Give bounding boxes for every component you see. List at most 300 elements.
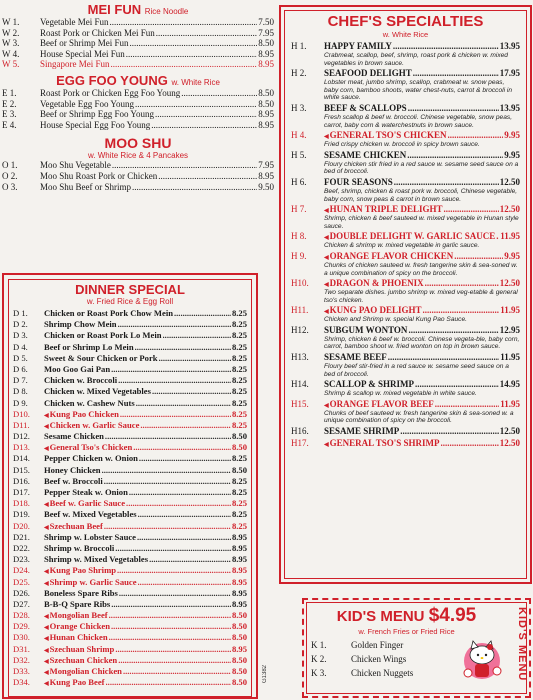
menu-item-row bbox=[291, 325, 520, 336]
item-name: Moo Shu Roast Pork or Chicken bbox=[40, 170, 158, 181]
menu-item bbox=[13, 565, 247, 576]
menu-item-row bbox=[2, 38, 274, 49]
item-code: O 3. bbox=[2, 181, 18, 192]
item-price: 14.95 bbox=[499, 379, 520, 390]
menu-item-row bbox=[291, 251, 520, 262]
item-name: Kung Pao Shrimp bbox=[49, 565, 117, 576]
menu-item bbox=[13, 577, 247, 588]
menu-item-row bbox=[13, 353, 247, 364]
menu-item-row bbox=[13, 465, 247, 476]
menu-item-row bbox=[13, 498, 247, 509]
hot-spicy-icon: ◀ bbox=[44, 625, 49, 632]
dot-leader bbox=[174, 308, 231, 319]
item-code: W 1. bbox=[2, 17, 20, 27]
item-price: 13.95 bbox=[499, 41, 520, 51]
item-name: Beef w. Garlic Sauce bbox=[49, 498, 126, 509]
dot-leader bbox=[422, 305, 499, 316]
item-price: 8.25 bbox=[231, 386, 247, 397]
menu-item bbox=[13, 554, 247, 565]
item-name: Chicken Wings bbox=[351, 654, 407, 664]
item-price: 8.25 bbox=[231, 475, 247, 486]
menu-item bbox=[13, 498, 247, 509]
item-code: D11. bbox=[13, 419, 30, 430]
item-code: H16. bbox=[291, 426, 309, 437]
item-price: 8.25 bbox=[231, 408, 247, 419]
menu-item-row bbox=[13, 476, 247, 487]
egg-foo-young-list bbox=[2, 88, 274, 130]
dot-leader bbox=[111, 59, 258, 70]
dot-leader bbox=[158, 171, 257, 182]
menu-item-row bbox=[13, 599, 247, 610]
menu-item-row bbox=[13, 644, 247, 655]
item-name: Shrimp w. Mixed Vegetables bbox=[44, 554, 149, 565]
menu-item-row bbox=[291, 177, 520, 188]
item-name: ORANGE FLAVOR CHICKEN bbox=[329, 250, 454, 261]
dot-leader bbox=[109, 632, 231, 643]
item-name: Chicken w. Cashew Nuts bbox=[44, 397, 135, 408]
item-code: D12. bbox=[13, 431, 30, 442]
menu-item bbox=[13, 509, 247, 520]
item-code: H15. bbox=[291, 398, 309, 409]
menu-item-row bbox=[291, 150, 520, 161]
hot-spicy-icon: ◀ bbox=[44, 670, 49, 676]
item-name: SUBGUM WONTON bbox=[324, 324, 408, 335]
hot-spicy-icon: ◀ bbox=[324, 208, 329, 215]
item-name: Hunan Chicken bbox=[49, 632, 108, 643]
item-price: 8.95 bbox=[231, 542, 247, 553]
item-name: Shrimp w. Lobster Sauce bbox=[44, 531, 136, 542]
menu-item bbox=[291, 204, 520, 230]
mei-fun-list bbox=[2, 17, 274, 70]
item-code: D24. bbox=[13, 565, 30, 576]
item-price: 8.25 bbox=[231, 363, 247, 374]
dot-leader bbox=[435, 399, 499, 410]
item-price: 8.25 bbox=[231, 453, 247, 464]
item-name: Shrimp w. Garlic Sauce bbox=[49, 576, 137, 587]
dot-leader bbox=[111, 599, 231, 610]
hot-spicy-icon: ◀ bbox=[44, 412, 49, 419]
item-price: 8.95 bbox=[231, 598, 247, 609]
menu-item bbox=[13, 398, 247, 409]
menu-item-row bbox=[291, 231, 520, 242]
dot-leader bbox=[393, 41, 499, 52]
item-name: HUNAN TRIPLE DELIGHT bbox=[329, 204, 443, 215]
menu-item-row bbox=[13, 677, 247, 688]
item-code: D26. bbox=[13, 587, 30, 598]
menu-item-row bbox=[291, 130, 520, 141]
item-code: D10. bbox=[13, 408, 30, 419]
menu-item bbox=[13, 621, 247, 632]
dot-leader bbox=[138, 577, 231, 588]
menu-item bbox=[13, 588, 247, 599]
item-code: D27. bbox=[13, 598, 30, 609]
item-name: Kung Pao Beef bbox=[49, 677, 105, 688]
menu-item-row bbox=[291, 305, 520, 316]
dot-leader bbox=[126, 49, 258, 60]
dot-leader bbox=[133, 442, 231, 453]
item-code: H11. bbox=[291, 305, 309, 316]
dot-leader bbox=[118, 375, 231, 386]
item-name: ORANGE FLAVOR BEEF bbox=[329, 398, 434, 409]
item-name: Roast Pork or Chicken Egg Foo Young bbox=[40, 87, 181, 98]
item-name: Chicken w. Garlic Sauce bbox=[49, 419, 140, 430]
section-title: MEI FUN bbox=[87, 2, 142, 17]
dinner-special-list bbox=[13, 308, 247, 688]
menu-item-row bbox=[13, 521, 247, 532]
menu-item bbox=[13, 644, 247, 655]
item-code: W 2. bbox=[2, 27, 20, 38]
item-name: Sesame Chicken bbox=[44, 431, 104, 442]
item-name: Beef w. Broccoli bbox=[44, 475, 103, 486]
menu-item-row bbox=[2, 17, 274, 28]
dot-leader bbox=[119, 588, 231, 599]
menu-item bbox=[291, 379, 520, 398]
menu-item bbox=[2, 182, 274, 193]
item-price: 8.25 bbox=[231, 487, 247, 497]
item-price: 11.95 bbox=[500, 398, 520, 409]
item-price: 9.95 bbox=[504, 149, 520, 160]
item-code: D 1. bbox=[13, 308, 28, 318]
item-code: D33. bbox=[13, 666, 30, 676]
item-price: 7.50 bbox=[258, 17, 274, 27]
menu-item-row bbox=[13, 398, 247, 409]
item-name: BEEF & SCALLOPS bbox=[324, 102, 407, 113]
dot-leader bbox=[135, 99, 257, 110]
item-code: H 9. bbox=[291, 250, 307, 261]
item-code: D30. bbox=[13, 632, 30, 643]
item-price: 11.95 bbox=[500, 352, 520, 363]
dot-leader bbox=[159, 353, 231, 364]
hot-spicy-icon: ◀ bbox=[44, 658, 49, 665]
hot-spicy-icon: ◀ bbox=[324, 282, 329, 289]
item-price: 8.50 bbox=[258, 87, 274, 98]
dot-leader bbox=[118, 655, 231, 666]
moo-shu-list bbox=[2, 160, 274, 192]
chefs-specialties-box bbox=[279, 5, 532, 584]
dot-leader bbox=[151, 120, 257, 131]
section-subtitle: Rice Noodle bbox=[144, 7, 189, 16]
item-name: Boneless Spare Ribs bbox=[44, 587, 118, 598]
item-code: H 4. bbox=[291, 130, 307, 141]
dot-leader bbox=[163, 330, 231, 341]
item-price: 8.95 bbox=[231, 565, 247, 576]
item-code: D 7. bbox=[13, 375, 28, 386]
item-price: 8.25 bbox=[231, 319, 247, 330]
item-price: 8.50 bbox=[258, 38, 274, 49]
section-title: KID'S MENU bbox=[336, 608, 425, 625]
item-name: Moo Shu Beef or Shrimp bbox=[40, 181, 131, 192]
item-code: H14. bbox=[291, 379, 309, 390]
item-name: Vegetable Mei Fun bbox=[40, 17, 109, 27]
item-price: 8.50 bbox=[231, 632, 247, 643]
dot-leader bbox=[102, 465, 231, 476]
menu-item-row bbox=[2, 59, 274, 70]
menu-item bbox=[13, 442, 247, 453]
item-price: 8.25 bbox=[231, 498, 247, 509]
dot-leader bbox=[111, 364, 231, 375]
menu-item bbox=[13, 420, 247, 431]
item-code: D 9. bbox=[13, 397, 28, 408]
item-price: 8.95 bbox=[231, 576, 247, 587]
menu-item-row bbox=[2, 49, 274, 60]
item-description: Shrimp & scallop w. mixed vegetable in white sauce. bbox=[324, 390, 477, 398]
item-description: Fried crispy chicken w. broccoli in spicy brown sauce. bbox=[324, 141, 480, 149]
menu-item bbox=[13, 453, 247, 464]
menu-item-row bbox=[291, 103, 520, 114]
item-code: D 4. bbox=[13, 341, 28, 352]
dot-leader bbox=[129, 487, 231, 498]
item-code: H 7. bbox=[291, 204, 307, 215]
item-name: DRAGON & PHOENIX bbox=[329, 278, 424, 289]
item-code: D25. bbox=[13, 576, 30, 587]
item-description: Fresh scallop & beef w. broccoli. Chinese vegetable, snow peas, carrot, baby corn & waterchestnuts in brown sauce. bbox=[324, 113, 513, 129]
menu-item bbox=[13, 364, 247, 375]
item-price: 8.25 bbox=[231, 352, 247, 363]
menu-item bbox=[13, 677, 247, 688]
hot-spicy-icon: ◀ bbox=[44, 569, 49, 576]
dot-leader bbox=[181, 88, 257, 99]
menu-item bbox=[291, 251, 520, 277]
item-price: 8.95 bbox=[231, 587, 247, 598]
item-price: 8.50 bbox=[231, 442, 247, 453]
item-name: Shrimp Chow Mein bbox=[44, 319, 117, 330]
item-price: 8.50 bbox=[231, 610, 247, 621]
menu-item-row bbox=[2, 88, 274, 99]
dot-leader bbox=[152, 386, 231, 397]
menu-item-row bbox=[13, 487, 247, 498]
menu-item bbox=[291, 426, 520, 437]
item-code: D34. bbox=[13, 677, 30, 688]
menu-item-row bbox=[2, 99, 274, 110]
item-code: D 3. bbox=[13, 330, 28, 341]
item-code: E 4. bbox=[2, 119, 17, 130]
item-price: 8.25 bbox=[231, 419, 247, 430]
item-name: Honey Chicken bbox=[44, 464, 101, 475]
item-name: Roast Pork or Chicken Mei Fun bbox=[40, 27, 155, 38]
item-name: House Special Egg Foo Young bbox=[40, 119, 151, 130]
dot-leader bbox=[415, 379, 499, 390]
menu-item-row bbox=[13, 655, 247, 666]
menu-item-row bbox=[13, 666, 247, 677]
menu-item-row bbox=[13, 610, 247, 621]
menu-item-row bbox=[13, 364, 247, 375]
dot-leader bbox=[448, 130, 504, 141]
menu-item-row bbox=[13, 453, 247, 464]
item-name: Szechuan Beef bbox=[49, 520, 103, 531]
item-price: 8.95 bbox=[231, 554, 247, 565]
item-price: 12.50 bbox=[499, 176, 520, 187]
item-name: HAPPY FAMILY bbox=[324, 41, 392, 51]
menu-item-row bbox=[13, 532, 247, 543]
section-subtitle: w. Fried Rice & Egg Roll bbox=[86, 297, 174, 306]
item-code: H12. bbox=[291, 324, 309, 335]
section-subtitle: w. French Fries or Fried Rice bbox=[358, 627, 455, 636]
dot-leader bbox=[109, 17, 257, 28]
item-code: D18. bbox=[13, 498, 30, 509]
menu-item bbox=[13, 409, 247, 420]
menu-item bbox=[13, 386, 247, 397]
hot-spicy-icon: ◀ bbox=[44, 446, 49, 453]
dot-leader bbox=[104, 521, 231, 532]
item-price: 8.95 bbox=[258, 109, 274, 120]
menu-item bbox=[13, 543, 247, 554]
hot-spicy-icon: ◀ bbox=[324, 402, 329, 409]
dot-leader bbox=[112, 160, 257, 171]
menu-item bbox=[13, 319, 247, 330]
menu-item-row bbox=[2, 171, 274, 182]
item-name: GENERAL TSO'S SHRIMP bbox=[329, 438, 440, 449]
item-description: Floury chicken stir fried in a red sauce w. sesame seed sauce on a bed of broccoli. bbox=[324, 160, 519, 176]
menu-item-row bbox=[13, 577, 247, 588]
menu-item bbox=[13, 599, 247, 610]
item-name: Beef or Shrimp Lo Mein bbox=[44, 341, 134, 352]
menu-item bbox=[291, 68, 520, 102]
item-price: 12.95 bbox=[499, 324, 520, 335]
hot-spicy-icon: ◀ bbox=[44, 636, 49, 643]
menu-item-row bbox=[13, 543, 247, 554]
dot-leader bbox=[117, 565, 231, 576]
item-price: 8.25 bbox=[231, 308, 247, 318]
menu-item-row bbox=[291, 379, 520, 390]
menu-item-row bbox=[291, 399, 520, 410]
item-name: Chicken Nuggets bbox=[351, 668, 414, 678]
item-name: B-B-Q Spare Ribs bbox=[44, 598, 111, 609]
dot-leader bbox=[394, 177, 499, 188]
item-code: D13. bbox=[13, 442, 30, 453]
mei-fun-header bbox=[2, 2, 274, 17]
item-description: Shrimp, chicken & beef w. broccoli. Chinese vegeta-ble, baby corn, carrot, bamboo shoot w. fried wonton on top in brown sauce. bbox=[324, 335, 520, 351]
menu-item bbox=[2, 171, 274, 182]
item-code: H 6. bbox=[291, 176, 307, 187]
menu-item-row bbox=[291, 278, 520, 289]
menu-item-row bbox=[13, 386, 247, 397]
item-price: 8.25 bbox=[231, 397, 247, 408]
item-name: SESAME SHRIMP bbox=[324, 426, 400, 437]
dot-leader bbox=[115, 644, 231, 655]
dot-leader bbox=[140, 420, 231, 431]
menu-item-row bbox=[13, 509, 247, 520]
item-name: SCALLOP & SHRIMP bbox=[324, 379, 415, 390]
dot-leader bbox=[123, 666, 231, 677]
item-price: 11.95 bbox=[500, 231, 520, 242]
moo-shu-subtitle: w. White Rice & 4 Pancakes bbox=[87, 151, 189, 161]
menu-item-row bbox=[13, 431, 247, 442]
menu-item-row bbox=[291, 426, 520, 437]
section-title: CHEF'S SPECIALTIES bbox=[327, 13, 484, 30]
dot-leader bbox=[443, 204, 498, 215]
menu-item-row bbox=[2, 160, 274, 171]
item-name: House Special Mei Fun bbox=[40, 48, 125, 59]
menu-item bbox=[291, 231, 520, 250]
item-name: SESAME CHICKEN bbox=[324, 149, 407, 160]
menu-item bbox=[13, 342, 247, 353]
item-price: 8.25 bbox=[231, 509, 247, 520]
item-price: 8.50 bbox=[231, 677, 247, 688]
menu-item bbox=[291, 103, 520, 129]
dinner-special-box bbox=[2, 273, 258, 699]
menu-item bbox=[2, 59, 274, 70]
dot-leader bbox=[156, 28, 258, 39]
dot-leader bbox=[132, 182, 257, 193]
item-price: 8.95 bbox=[258, 170, 274, 181]
hot-spicy-icon: ◀ bbox=[44, 423, 49, 430]
item-name: Chicken w. Broccoli bbox=[44, 375, 118, 386]
menu-item bbox=[13, 465, 247, 476]
item-price: 9.95 bbox=[504, 250, 520, 261]
item-description: Beef, shrimp, chicken & roast pork w. broccoli, Chinese vegetable, baby corn, snow peas & carrot in brown sauce. bbox=[324, 187, 518, 203]
item-price: 11.95 bbox=[500, 305, 520, 316]
item-name: Golden Finger bbox=[351, 640, 404, 650]
dot-leader bbox=[106, 677, 231, 688]
menu-item bbox=[291, 399, 520, 425]
item-name: Moo Goo Gai Pan bbox=[44, 363, 111, 374]
item-price: 13.95 bbox=[499, 102, 520, 113]
menu-item bbox=[291, 150, 520, 176]
item-price: 12.50 bbox=[499, 204, 520, 215]
item-code: W 5. bbox=[2, 59, 20, 70]
section-title: DINNER SPECIAL bbox=[75, 282, 185, 297]
menu-item bbox=[2, 99, 274, 110]
item-price: 12.50 bbox=[499, 426, 520, 437]
item-price: 8.95 bbox=[231, 643, 247, 654]
dot-leader bbox=[120, 409, 231, 420]
item-description: Lobster meat, jumbo shrimp, scallop, crabmeat w. snow peas, baby corn, bamboo shoots, water chest-nuts, carrot & broccoli in white sauce. bbox=[324, 79, 513, 102]
dot-leader bbox=[408, 103, 499, 114]
item-code: O 2. bbox=[2, 170, 18, 181]
hot-spicy-icon: ◀ bbox=[44, 580, 49, 587]
item-code: D21. bbox=[13, 531, 30, 542]
kids-menu-heading bbox=[311, 605, 502, 627]
item-code: H 5. bbox=[291, 149, 307, 160]
item-price: 8.25 bbox=[231, 520, 247, 531]
item-code: H17. bbox=[291, 438, 309, 449]
item-name: Shrimp w. Broccoli bbox=[44, 542, 115, 553]
item-name: Moo Shu Vegetable bbox=[40, 160, 111, 171]
dot-leader bbox=[454, 251, 503, 262]
item-code: D 8. bbox=[13, 386, 28, 397]
item-price: 8.50 bbox=[231, 464, 247, 475]
menu-item bbox=[291, 352, 520, 378]
dot-leader bbox=[496, 231, 499, 242]
item-code: D 6. bbox=[13, 363, 28, 374]
menu-item-row bbox=[13, 588, 247, 599]
item-code: W 4. bbox=[2, 48, 20, 59]
menu-item-row bbox=[291, 204, 520, 215]
kitty-mascot-icon bbox=[460, 637, 504, 685]
item-price: 8.50 bbox=[231, 666, 247, 676]
menu-item-row bbox=[13, 420, 247, 431]
menu-item bbox=[13, 532, 247, 543]
dot-leader bbox=[413, 68, 499, 79]
item-code: H 3. bbox=[291, 102, 307, 113]
menu-item bbox=[13, 521, 247, 532]
item-code: D23. bbox=[13, 554, 30, 565]
item-name: Kung Pao Chicken bbox=[49, 408, 119, 419]
item-name: FOUR SEASONS bbox=[324, 176, 393, 187]
dot-leader bbox=[126, 498, 231, 509]
dot-leader bbox=[441, 438, 499, 449]
item-code: W 3. bbox=[2, 38, 20, 49]
item-name: Pepper Chicken w. Onion bbox=[44, 453, 138, 464]
moo-shu-header bbox=[2, 135, 274, 151]
item-price: 7.95 bbox=[258, 27, 274, 38]
item-code: E 1. bbox=[2, 87, 17, 98]
menu-item-row bbox=[13, 565, 247, 576]
item-name: Singapore Mei Fun bbox=[40, 59, 110, 70]
menu-item-row bbox=[13, 342, 247, 353]
menu-item-row bbox=[2, 182, 274, 193]
menu-item-row bbox=[13, 330, 247, 341]
